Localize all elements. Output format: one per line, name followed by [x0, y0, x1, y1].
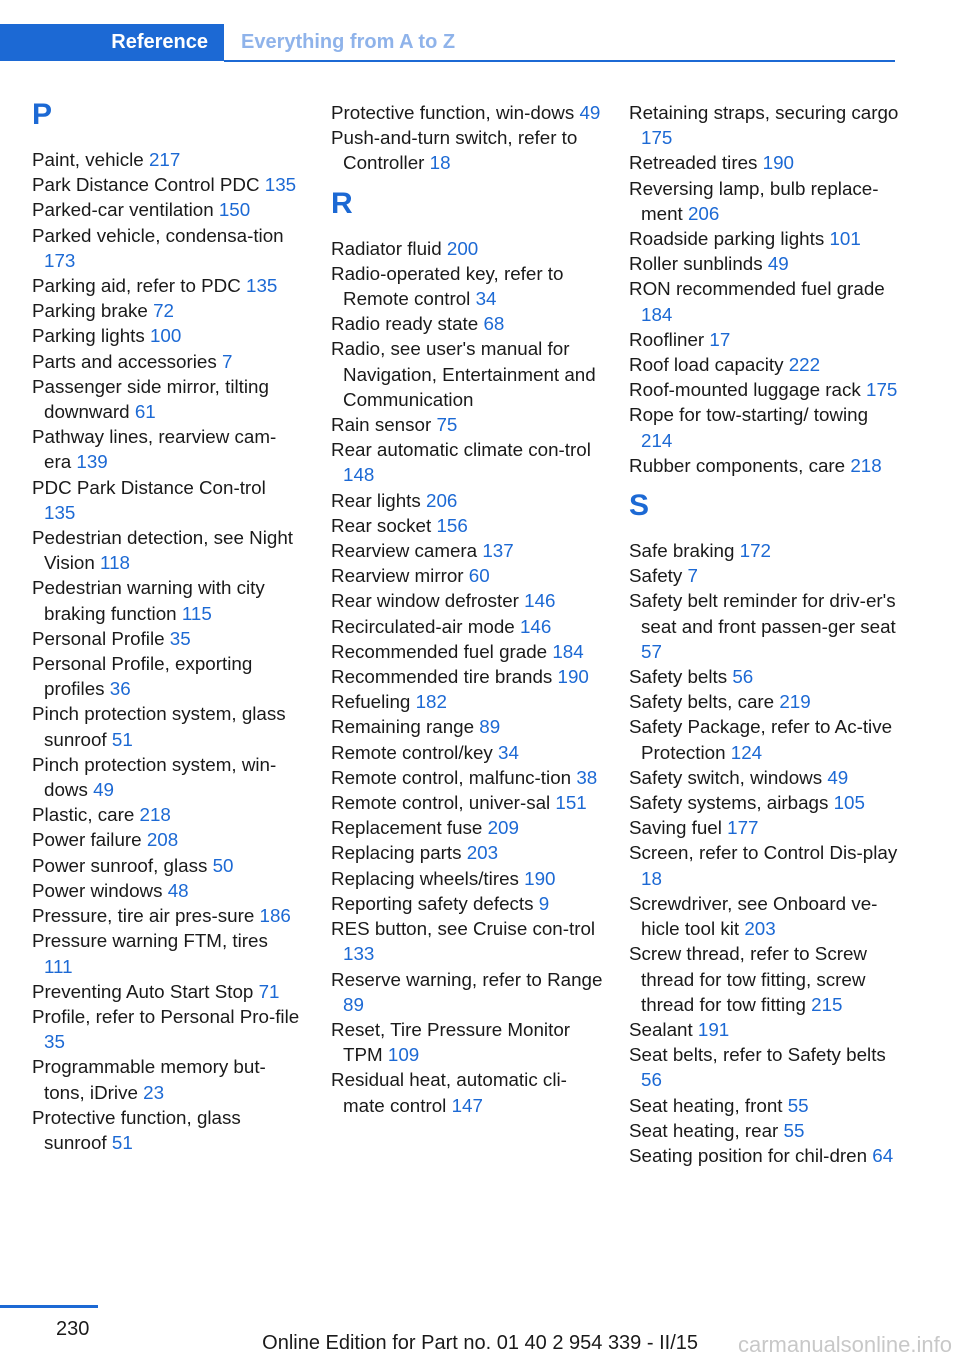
index-entry-term: Rear window defroster — [331, 590, 525, 612]
page-reference-link[interactable]: 175 — [866, 379, 898, 401]
index-entry — [32, 802, 300, 827]
index-entry — [32, 979, 300, 1004]
page-reference-link[interactable]: 49 — [827, 766, 849, 788]
index-entry — [331, 488, 603, 513]
index-entry-term: Sealant — [629, 1018, 698, 1040]
page-reference-link[interactable]: 89 — [479, 716, 501, 738]
index-entry-term: Push-and-turn switch, refer to Controller — [331, 127, 578, 174]
index-entry — [32, 575, 300, 625]
index-entry — [629, 327, 901, 352]
page-reference-link[interactable]: 139 — [76, 451, 108, 473]
page-reference-link[interactable]: 137 — [482, 540, 514, 562]
page-reference-link[interactable]: 186 — [259, 905, 291, 927]
page-reference-link[interactable]: 34 — [498, 741, 519, 763]
index-entry — [629, 563, 901, 588]
index-entry-term: Remote control, univer-sal — [331, 792, 556, 814]
page-reference-link[interactable]: 115 — [181, 602, 212, 624]
page-reference-link[interactable]: 135 — [246, 275, 278, 297]
page-reference-link[interactable]: 56 — [732, 666, 754, 688]
page-reference-link[interactable]: 100 — [149, 325, 182, 347]
index-entry — [331, 538, 603, 563]
index-entry — [331, 815, 603, 840]
page-reference-link[interactable]: 36 — [109, 678, 131, 700]
index-entry — [331, 1017, 603, 1067]
index-entry-term: Rain sensor — [331, 414, 437, 436]
index-entry-term: Pathway lines, rearview cam-era — [32, 426, 277, 473]
index-entry — [32, 525, 300, 575]
page-reference-link[interactable]: 49 — [579, 102, 601, 123]
index-entry-term: Seat heating, rear — [629, 1119, 784, 1141]
page-reference-link[interactable]: 56 — [641, 1069, 662, 1091]
page-reference-link[interactable]: 9 — [538, 892, 550, 914]
page-reference-link[interactable]: 51 — [111, 728, 133, 750]
index-entry-term: RES button, see Cruise con-trol — [331, 918, 596, 940]
index-entry-term: Rear socket — [331, 514, 437, 536]
index-entry — [331, 311, 603, 336]
page-reference-link[interactable]: 111 — [44, 955, 73, 977]
page-reference-link[interactable]: 48 — [167, 879, 189, 901]
index-entry-term: Pressure warning FTM, tires — [32, 930, 268, 952]
index-entry-term: Rubber components, care — [629, 454, 851, 476]
index-entry — [331, 714, 603, 739]
index-entry — [32, 223, 300, 273]
page-reference-link[interactable]: 203 — [744, 918, 776, 940]
index-entry-term: Recommended fuel grade — [331, 640, 553, 662]
section-title: Everything from A to Z — [241, 31, 456, 53]
page-reference-link[interactable]: 49 — [93, 779, 114, 801]
page-reference-link[interactable]: 184 — [552, 640, 584, 662]
index-entry — [32, 1004, 300, 1054]
index-entry — [629, 226, 901, 251]
index-entry-term: Safety belt reminder for driv-er's seat and front passen-ger seat — [629, 590, 896, 637]
index-entry-term: Pedestrian detection, see Night Vision — [32, 527, 294, 574]
index-entry — [629, 251, 901, 276]
index-entry — [331, 790, 603, 815]
index-entry — [32, 172, 300, 197]
page-reference-link[interactable]: 105 — [833, 792, 865, 814]
index-entry — [331, 236, 603, 261]
page-reference-link[interactable]: 35 — [169, 627, 191, 649]
index-entry-term: Radio-operated key, refer to Remote control — [331, 262, 564, 310]
index-entry-term: Reset, Tire Pressure Monitor TPM — [331, 1018, 571, 1066]
index-entry-term: Seating position for chil-dren — [629, 1144, 873, 1166]
index-entry — [629, 276, 901, 326]
page-reference-link[interactable]: 135 — [44, 501, 76, 523]
index-entry-term: Power failure — [32, 829, 147, 851]
page-reference-link[interactable]: 215 — [811, 993, 843, 1015]
index-entry — [629, 538, 901, 563]
index-entry — [32, 197, 300, 222]
index-entry-term: Rear lights — [331, 489, 426, 511]
page-reference-link[interactable]: 172 — [739, 540, 772, 562]
index-entry — [331, 336, 603, 412]
page-reference-link[interactable]: 68 — [483, 313, 505, 335]
page-reference-link[interactable]: 34 — [475, 288, 497, 310]
index-entry — [629, 402, 901, 452]
index-entry-term: Refueling — [331, 691, 416, 713]
index-entry — [331, 916, 603, 966]
index-entry — [331, 563, 603, 588]
index-entry — [331, 639, 603, 664]
index-entry-term: Programmable memory but-tons, iDrive — [32, 1056, 266, 1103]
page-reference-link[interactable]: 60 — [468, 565, 490, 587]
index-entry-term: Recirculated-air mode — [331, 615, 520, 637]
index-entry-term: Plastic, care — [32, 804, 140, 826]
index-entry — [32, 651, 300, 701]
index-letter-heading: P — [32, 98, 53, 131]
index-entry — [331, 866, 603, 891]
index-entry-term: Safety belts — [629, 666, 733, 688]
index-entry-term: Reserve warning, refer to Range — [331, 968, 603, 990]
page-reference-link[interactable]: 219 — [779, 691, 811, 713]
index-entry — [32, 323, 300, 348]
index-entry — [629, 1017, 901, 1042]
page-reference-link[interactable]: 200 — [446, 237, 479, 259]
index-entry — [629, 840, 901, 890]
index-entry — [331, 261, 603, 311]
page-reference-link[interactable]: 217 — [148, 149, 181, 170]
page-reference-link[interactable]: 208 — [146, 829, 179, 851]
page-reference-link[interactable]: 7 — [687, 565, 698, 587]
index-entry — [32, 928, 300, 978]
index-entry — [331, 125, 603, 175]
page-reference-link[interactable]: 124 — [730, 741, 763, 763]
chapter-tab: Reference — [0, 24, 224, 61]
index-entry-term: Parked-car ventilation — [32, 199, 219, 221]
index-entry — [629, 765, 901, 790]
index-entry — [629, 150, 901, 175]
index-entry-term: Roofliner — [629, 328, 710, 350]
index-entry — [331, 740, 603, 765]
index-entry-term: Remote control/key — [331, 741, 499, 763]
page-reference-link[interactable]: 177 — [727, 817, 759, 839]
index-entry — [629, 352, 901, 377]
index-entry-term: Power windows — [32, 879, 168, 901]
index-column-3 — [629, 100, 901, 1168]
running-header — [0, 24, 895, 62]
index-entry-term: Pinch protection system, win-dows — [32, 753, 277, 801]
index-entry-term: Parts and accessories — [32, 350, 222, 372]
index-entry-term: PDC Park Distance Con-trol — [32, 476, 266, 498]
index-entry-term: Seat heating, front — [629, 1094, 788, 1116]
index-entry — [629, 100, 901, 150]
index-entry — [32, 827, 300, 852]
index-entry-term: Parking brake — [32, 300, 154, 322]
index-entry-term: Screen, refer to Control Dis-play — [629, 842, 898, 864]
index-column-1 — [32, 100, 300, 1155]
index-entry-term: Personal Profile, exporting profiles — [32, 653, 253, 700]
index-entry — [32, 475, 300, 525]
page-reference-link[interactable]: 218 — [139, 804, 171, 826]
index-entry-term: Power sunroof, glass — [32, 854, 213, 876]
page-reference-link[interactable]: 135 — [264, 174, 297, 196]
index-entry-term: Roof load capacity — [629, 354, 789, 376]
page-reference-link[interactable]: 72 — [153, 300, 174, 322]
page-reference-link[interactable]: 7 — [222, 350, 233, 372]
index-entry-term: Safety systems, airbags — [629, 792, 834, 814]
page-reference-link[interactable]: 71 — [258, 980, 280, 1002]
index-entry — [32, 878, 300, 903]
index-entry — [32, 273, 300, 298]
index-entry-term: Replacing parts — [331, 842, 467, 864]
watermark: carmanualsonline.info — [737, 1332, 952, 1357]
index-entry-term: Remaining range — [331, 716, 480, 738]
index-entry-term: Recommended tire brands — [331, 666, 558, 688]
index-entry-term: Protective function, win-dows — [331, 102, 580, 123]
index-entry — [32, 903, 300, 928]
index-entry-term: Park Distance Control PDC — [32, 174, 265, 196]
page-reference-link[interactable]: 190 — [557, 666, 589, 688]
index-entry — [32, 853, 300, 878]
index-entry-term: Roadside parking lights — [629, 228, 830, 250]
index-entry-term: Passenger side mirror, tilting downward — [32, 375, 269, 423]
index-entry-term: Retaining straps, securing cargo — [629, 102, 899, 123]
index-entry — [629, 176, 901, 226]
index-entry-term: Rearview camera — [331, 540, 483, 562]
page-reference-link[interactable]: 109 — [387, 1044, 420, 1066]
index-entry-term: RON recommended fuel grade — [629, 278, 885, 300]
header-rule — [224, 60, 895, 62]
index-entry — [331, 588, 603, 613]
index-letter-heading: S — [629, 489, 650, 523]
index-entry — [32, 752, 300, 802]
page-reference-link[interactable]: 101 — [829, 228, 861, 250]
index-entry-term: Pedestrian warning with city braking function — [32, 577, 265, 624]
index-entry-term: Safety — [629, 565, 688, 587]
index-entry-term: Parking lights — [32, 325, 150, 347]
page-reference-link[interactable]: 156 — [436, 514, 468, 536]
index-entry — [32, 701, 300, 751]
index-entry — [331, 513, 603, 538]
index-entry — [32, 298, 300, 323]
index-entry — [331, 967, 603, 1017]
index-entry-term: Rear automatic climate con-trol — [331, 439, 591, 461]
index-entry-term: Paint, vehicle — [32, 149, 149, 170]
index-entry-term: Preventing Auto Start Stop — [32, 980, 259, 1002]
index-entry-term: Roller sunblinds — [629, 253, 768, 275]
page-reference-link[interactable]: 147 — [451, 1094, 483, 1116]
index-entry — [32, 349, 300, 374]
index-entry-term: Profile, refer to Personal Pro-file — [32, 1005, 300, 1027]
page-reference-link[interactable]: 18 — [429, 152, 451, 174]
index-entry — [331, 437, 603, 487]
index-entry — [629, 377, 901, 402]
index-entry-term: Safety switch, windows — [629, 766, 828, 788]
index-entry — [629, 664, 901, 689]
index-letter-heading: R — [331, 186, 353, 220]
index-entry — [331, 689, 603, 714]
page-reference-link[interactable]: 182 — [415, 691, 447, 713]
page-reference-link[interactable]: 51 — [111, 1131, 133, 1153]
index-entry-term: Protective function, glass sunroof — [32, 1106, 241, 1153]
page-reference-link[interactable]: 133 — [343, 943, 375, 965]
index-entry — [331, 614, 603, 639]
index-entry-term: Parking aid, refer to PDC — [32, 275, 246, 297]
page-reference-link[interactable]: 203 — [466, 842, 499, 864]
index-entry — [629, 815, 901, 840]
index-entry — [331, 664, 603, 689]
index-entry-term: Seat belts, refer to Safety belts — [629, 1044, 886, 1066]
page-reference-link[interactable]: 146 — [519, 615, 552, 637]
index-entry — [331, 100, 603, 125]
index-entry — [32, 1105, 300, 1155]
page-reference-link[interactable]: 191 — [697, 1018, 730, 1040]
index-entry — [629, 689, 901, 714]
index-entry-term: Pinch protection system, glass sunroof — [32, 703, 286, 750]
page-reference-link[interactable]: 148 — [343, 464, 375, 486]
page-number: 230 — [56, 1318, 90, 1340]
page-reference-link[interactable]: 50 — [212, 854, 234, 876]
page-reference-link[interactable]: 64 — [872, 1144, 894, 1166]
page-reference-link[interactable]: 89 — [343, 993, 364, 1015]
index-entry-term: Safety belts, care — [629, 691, 780, 713]
index-entry-term: Remote control, malfunc-tion — [331, 766, 577, 788]
page-reference-link[interactable]: 57 — [641, 640, 662, 662]
index-entry-term: Residual heat, automatic cli-mate control — [331, 1069, 567, 1116]
index-entry-term: Parked vehicle, condensa-tion — [32, 224, 284, 246]
index-entry — [331, 765, 603, 790]
index-entry-term: Rope for tow-starting/ towing — [629, 404, 869, 426]
index-column-2 — [331, 100, 603, 1118]
index-entry — [629, 1093, 901, 1118]
page-reference-link[interactable]: 18 — [641, 867, 662, 889]
index-entry — [32, 374, 300, 424]
index-entry — [331, 891, 603, 916]
index-entry-term: Retreaded tires — [629, 152, 763, 174]
page-number-rule — [0, 1305, 98, 1308]
page-reference-link[interactable]: 190 — [762, 152, 794, 174]
index-entry-term: Replacing wheels/tires — [331, 867, 525, 889]
page-reference-link[interactable]: 209 — [487, 817, 519, 839]
page-reference-link[interactable]: 55 — [787, 1094, 809, 1116]
page-reference-link[interactable]: 151 — [555, 792, 587, 814]
page-reference-link[interactable]: 38 — [576, 766, 598, 788]
page-reference-link[interactable]: 206 — [426, 489, 458, 511]
index-entry-term: Replacement fuse — [331, 817, 488, 839]
index-entry-term: Radio, see user's manual for Navigation, Entertainment and Communication — [331, 338, 596, 410]
index-entry — [331, 1067, 603, 1117]
page-reference-link[interactable]: 190 — [524, 867, 556, 889]
page-reference-link[interactable]: 184 — [641, 303, 673, 325]
index-entry-term: Reversing lamp, bulb replace-ment — [629, 177, 879, 224]
index-entry-term: Screw thread, refer to Screw thread for tow fitting, screw thread for tow fitting — [629, 943, 867, 1015]
index-entry — [629, 588, 901, 664]
index-entry — [331, 840, 603, 865]
page-reference-link[interactable]: 23 — [143, 1081, 165, 1103]
page-reference-link[interactable]: 173 — [44, 249, 76, 271]
page-reference-link[interactable]: 218 — [850, 454, 882, 476]
page-reference-link[interactable]: 206 — [687, 202, 720, 224]
index-entry-term: Rearview mirror — [331, 565, 469, 587]
page-reference-link[interactable]: 222 — [788, 354, 821, 376]
page-reference-link[interactable]: 150 — [218, 199, 251, 221]
page-reference-link[interactable]: 146 — [524, 590, 556, 612]
page-reference-link[interactable]: 55 — [783, 1119, 805, 1141]
index-entry — [32, 1054, 300, 1104]
index-entry-term: Safety Package, refer to Ac-tive Protection — [629, 716, 893, 763]
page-reference-link[interactable]: 35 — [44, 1031, 65, 1053]
index-entry — [32, 424, 300, 474]
index-entry — [629, 1042, 901, 1092]
index-entry-term: Safe braking — [629, 540, 740, 562]
index-entry — [629, 941, 901, 1017]
index-entry — [629, 891, 901, 941]
index-entry — [331, 412, 603, 437]
index-entry-term: Radiator fluid — [331, 237, 447, 259]
page-reference-link[interactable]: 118 — [100, 552, 130, 574]
index-entry-term: Saving fuel — [629, 817, 728, 839]
index-entry — [629, 453, 901, 478]
index-entry-term: Screwdriver, see Onboard ve-hicle tool kit — [629, 892, 878, 940]
index-entry — [629, 714, 901, 764]
page-reference-link[interactable]: 214 — [641, 429, 673, 451]
index-entry — [32, 147, 300, 172]
page-reference-link[interactable]: 61 — [134, 401, 156, 423]
edition-note: Online Edition for Part no. 01 40 2 954 339 - II/15 — [262, 1332, 698, 1354]
index-entry — [32, 626, 300, 651]
page-reference-link[interactable]: 17 — [709, 328, 731, 350]
index-entry-term: Pressure, tire air pres-sure — [32, 905, 260, 927]
index-entry — [629, 790, 901, 815]
page-reference-link[interactable]: 175 — [641, 127, 673, 149]
page-reference-link[interactable]: 49 — [767, 253, 789, 275]
index-entry — [629, 1143, 901, 1168]
index-entry — [629, 1118, 901, 1143]
index-entry-term: Roof-mounted luggage rack — [629, 379, 866, 401]
index-entry-term: Radio ready state — [331, 313, 484, 335]
index-entry-term: Personal Profile — [32, 627, 170, 649]
page-reference-link[interactable]: 75 — [436, 414, 458, 436]
index-entry-term: Reporting safety defects — [331, 892, 539, 914]
